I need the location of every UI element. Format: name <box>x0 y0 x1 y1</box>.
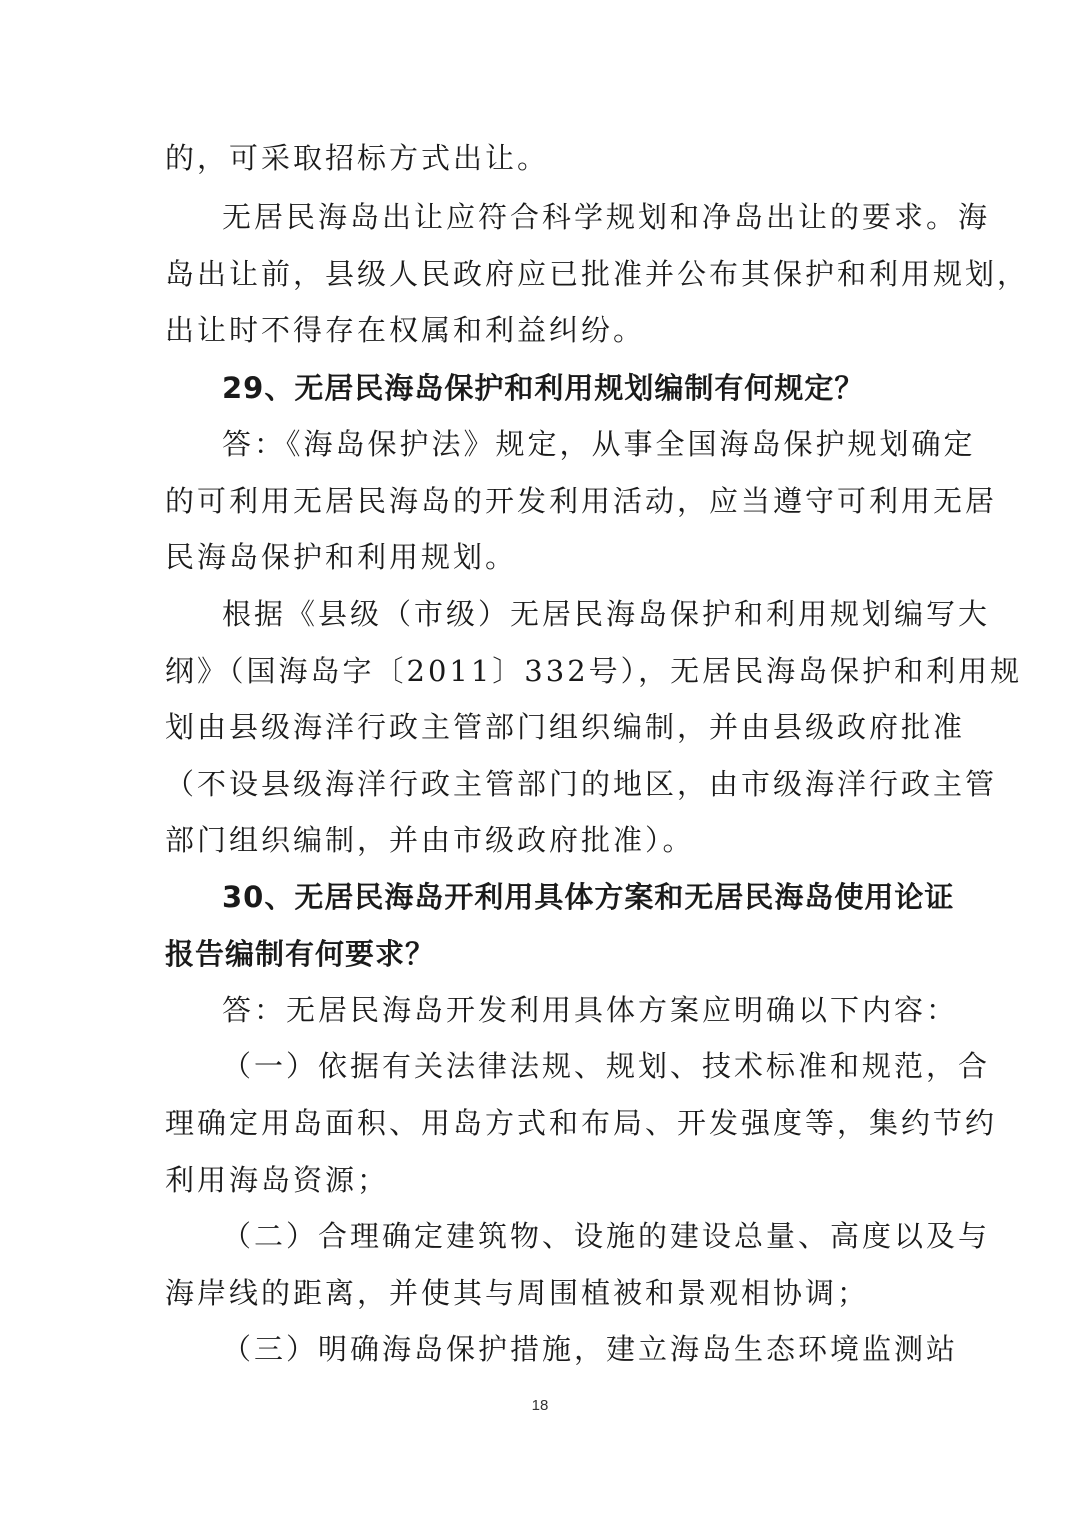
body-text-line: （不设县级海洋行政主管部门的地区，由市级海洋行政主管 <box>165 767 998 801</box>
body-text-line: 海岸线的距离，并使其与周围植被和景观相协调； <box>165 1276 870 1310</box>
body-text-line: 部门组织编制，并由市级政府批准）。 <box>165 823 695 857</box>
body-text-line: （二）合理确定建筑物、设施的建设总量、高度以及与 <box>222 1219 991 1253</box>
body-text-line: （三）明确海岛保护措施，建立海岛生态环境监测站 <box>222 1332 959 1366</box>
body-text-line: 根据《县级（市级）无居民海岛保护和利用规划编写大 <box>222 597 991 631</box>
section-heading-29: 29、无居民海岛保护和利用规划编制有何规定？ <box>222 371 865 405</box>
body-text-line: 答：《海岛保护法》规定，从事全国海岛保护规划确定 <box>222 427 976 461</box>
body-text-line: 理确定用岛面积、用岛方式和布局、开发强度等，集约节约 <box>165 1106 998 1140</box>
body-text-line: 出让时不得存在权属和利益纠纷。 <box>165 313 646 347</box>
section-heading-30: 30、无居民海岛开利用具体方案和无居民海岛使用论证 <box>222 880 955 914</box>
body-text-line: 民海岛保护和利用规划。 <box>165 540 518 574</box>
body-text-line: 无居民海岛出让应符合科学规划和净岛出让的要求。海 <box>222 200 991 234</box>
body-text-line: （一）依据有关法律法规、规划、技术标准和规范，合 <box>222 1049 991 1083</box>
body-text-line: 的，可采取招标方式出让。 <box>165 141 550 175</box>
body-text-line: 岛出让前，县级人民政府应已批准并公布其保护和利用规划， <box>165 257 1030 291</box>
body-text-line: 的可利用无居民海岛的开发利用活动，应当遵守可利用无居 <box>165 484 998 518</box>
body-text-line: 答：无居民海岛开发利用具体方案应明确以下内容： <box>222 993 959 1027</box>
page-number: 18 <box>531 1397 549 1414</box>
body-text-line: 利用海岛资源； <box>165 1163 390 1197</box>
body-text-line: 划由县级海洋行政主管部门组织编制，并由县级政府批准 <box>165 710 966 744</box>
section-heading-30-cont: 报告编制有何要求？ <box>165 937 436 971</box>
body-text-line: 纲》（国海岛字〔2011〕332号），无居民海岛保护和利用规 <box>165 654 1023 688</box>
